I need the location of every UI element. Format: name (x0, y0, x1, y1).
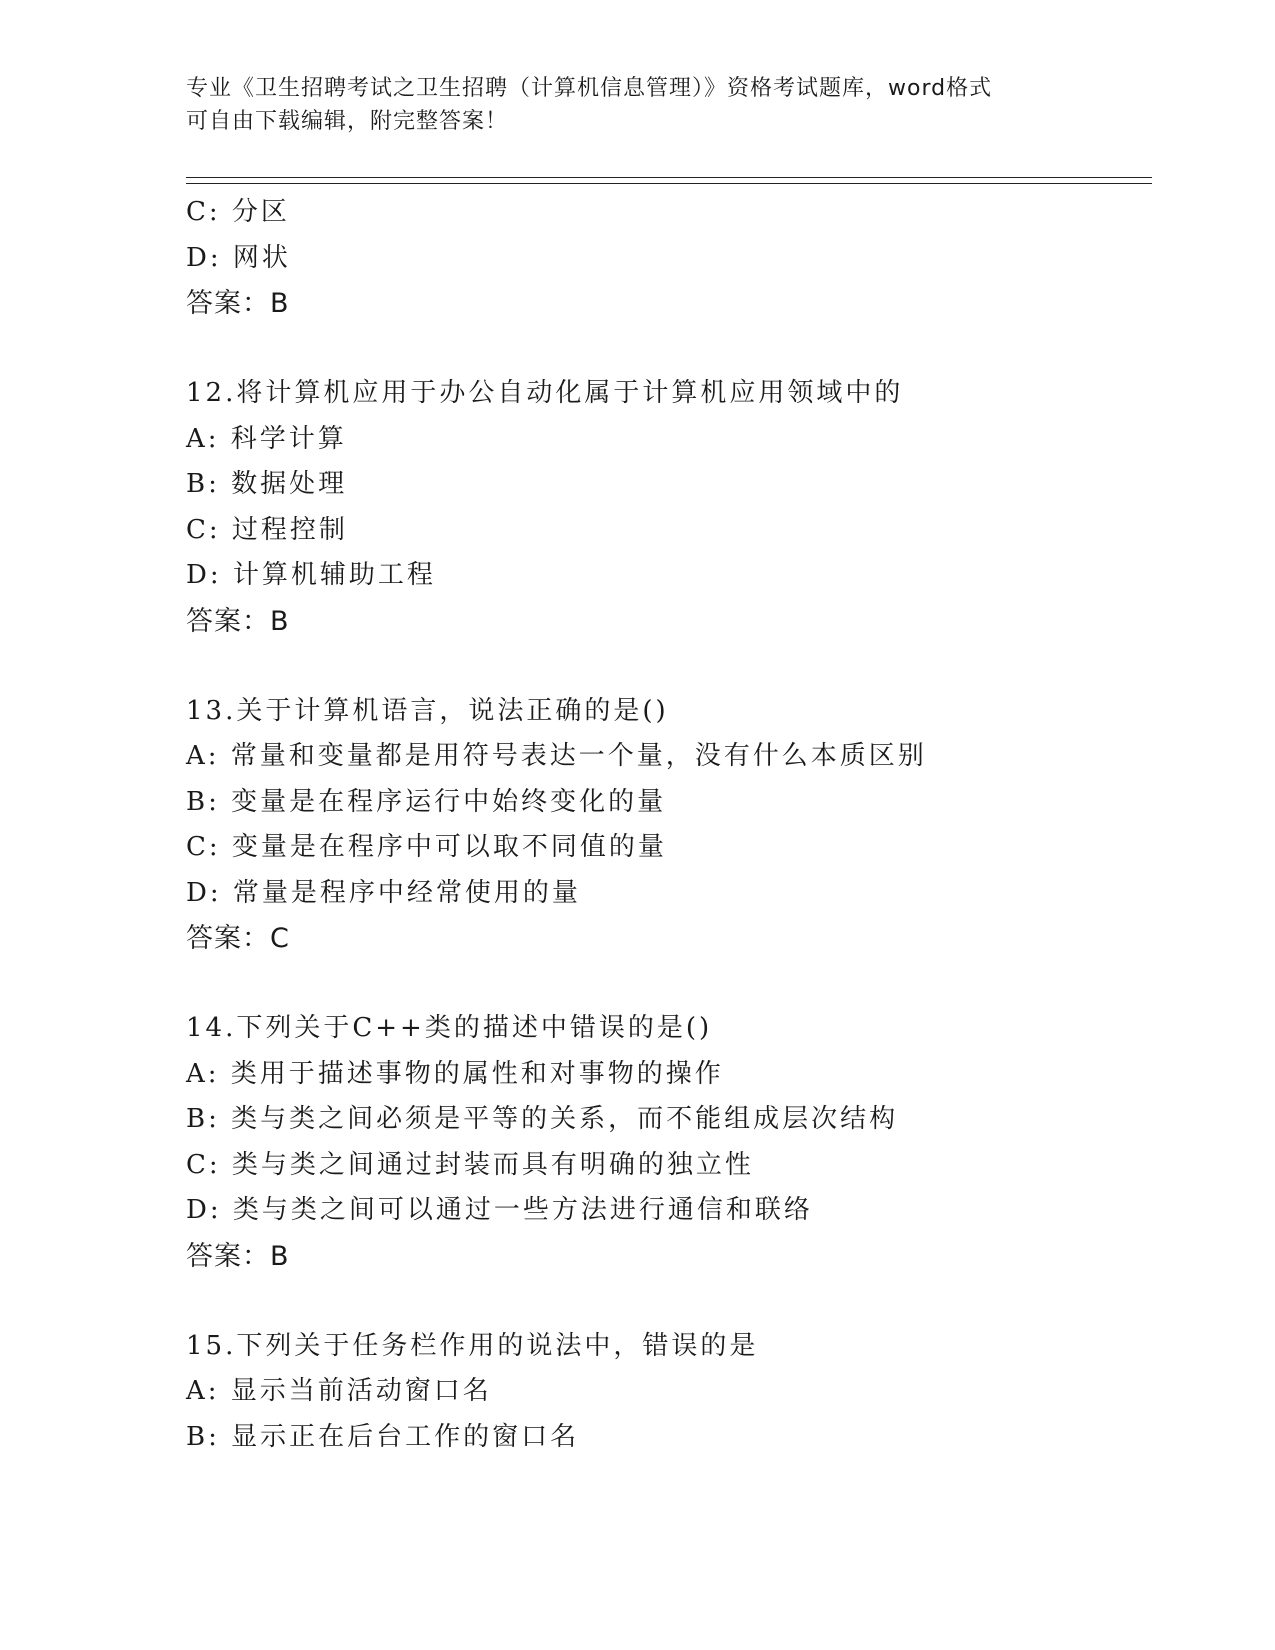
question-11-continued (186, 190, 1186, 327)
question-stem: 12.将计算机应用于办公自动化属于计算机应用领域中的 (186, 378, 904, 408)
option-a: A: 显示当前活动窗口名 (186, 1376, 492, 1406)
option-d: D: 常量是程序中经常使用的量 (186, 877, 581, 908)
header-rule-bottom (186, 183, 1152, 184)
spacer (186, 645, 1186, 689)
option-c: C: 类与类之间通过封装而具有明确的独立性 (186, 1149, 754, 1180)
question-stem: 13.关于计算机语言，说法正确的是() (186, 695, 669, 726)
spacer (186, 327, 1186, 371)
option-d: D: 类与类之间可以通过一些方法进行通信和联络 (186, 1195, 813, 1225)
option-d: D: 网状 (186, 242, 291, 273)
option-c: C: 分区 (186, 197, 290, 227)
header-rule-top (186, 177, 1152, 178)
document-header (186, 72, 1066, 138)
option-b: B: 类与类之间必须是平等的关系，而不能组成层次结构 (186, 1104, 899, 1134)
answer-line: 答案：C (186, 923, 290, 954)
question-13 (186, 689, 1186, 963)
spacer (186, 962, 1186, 1006)
option-b: B: 数据处理 (186, 469, 348, 499)
answer-line: 答案：B (186, 288, 290, 319)
option-a: A: 类用于描述事物的属性和对事物的操作 (186, 1058, 724, 1089)
option-b: B: 变量是在程序运行中始终变化的量 (186, 786, 667, 817)
question-stem: 14.下列关于C++类的描述中错误的是() (186, 1013, 713, 1043)
option-a: A: 科学计算 (186, 423, 347, 454)
option-d: D: 计算机辅助工程 (186, 560, 436, 590)
question-12 (186, 371, 1186, 645)
spacer (186, 1280, 1186, 1324)
header-line-2: 可自由下载编辑，附完整答案！ (186, 109, 509, 134)
answer-line: 答案：B (186, 1240, 290, 1272)
question-14 (186, 1006, 1186, 1280)
question-15 (186, 1324, 1186, 1461)
option-a: A: 常量和变量都是用符号表达一个量，没有什么本质区别 (186, 741, 927, 771)
option-b: B: 显示正在后台工作的窗口名 (186, 1421, 580, 1452)
header-line-1: 专业《卫生招聘考试之卫生招聘（计算机信息管理）》资格考试题库，word格式 (186, 76, 993, 101)
option-c: C: 过程控制 (186, 514, 348, 545)
answer-line: 答案：B (186, 605, 290, 637)
question-list (186, 190, 1186, 1460)
question-stem: 15.下列关于任务栏作用的说法中，错误的是 (186, 1330, 759, 1361)
option-c: C: 变量是在程序中可以取不同值的量 (186, 832, 667, 862)
